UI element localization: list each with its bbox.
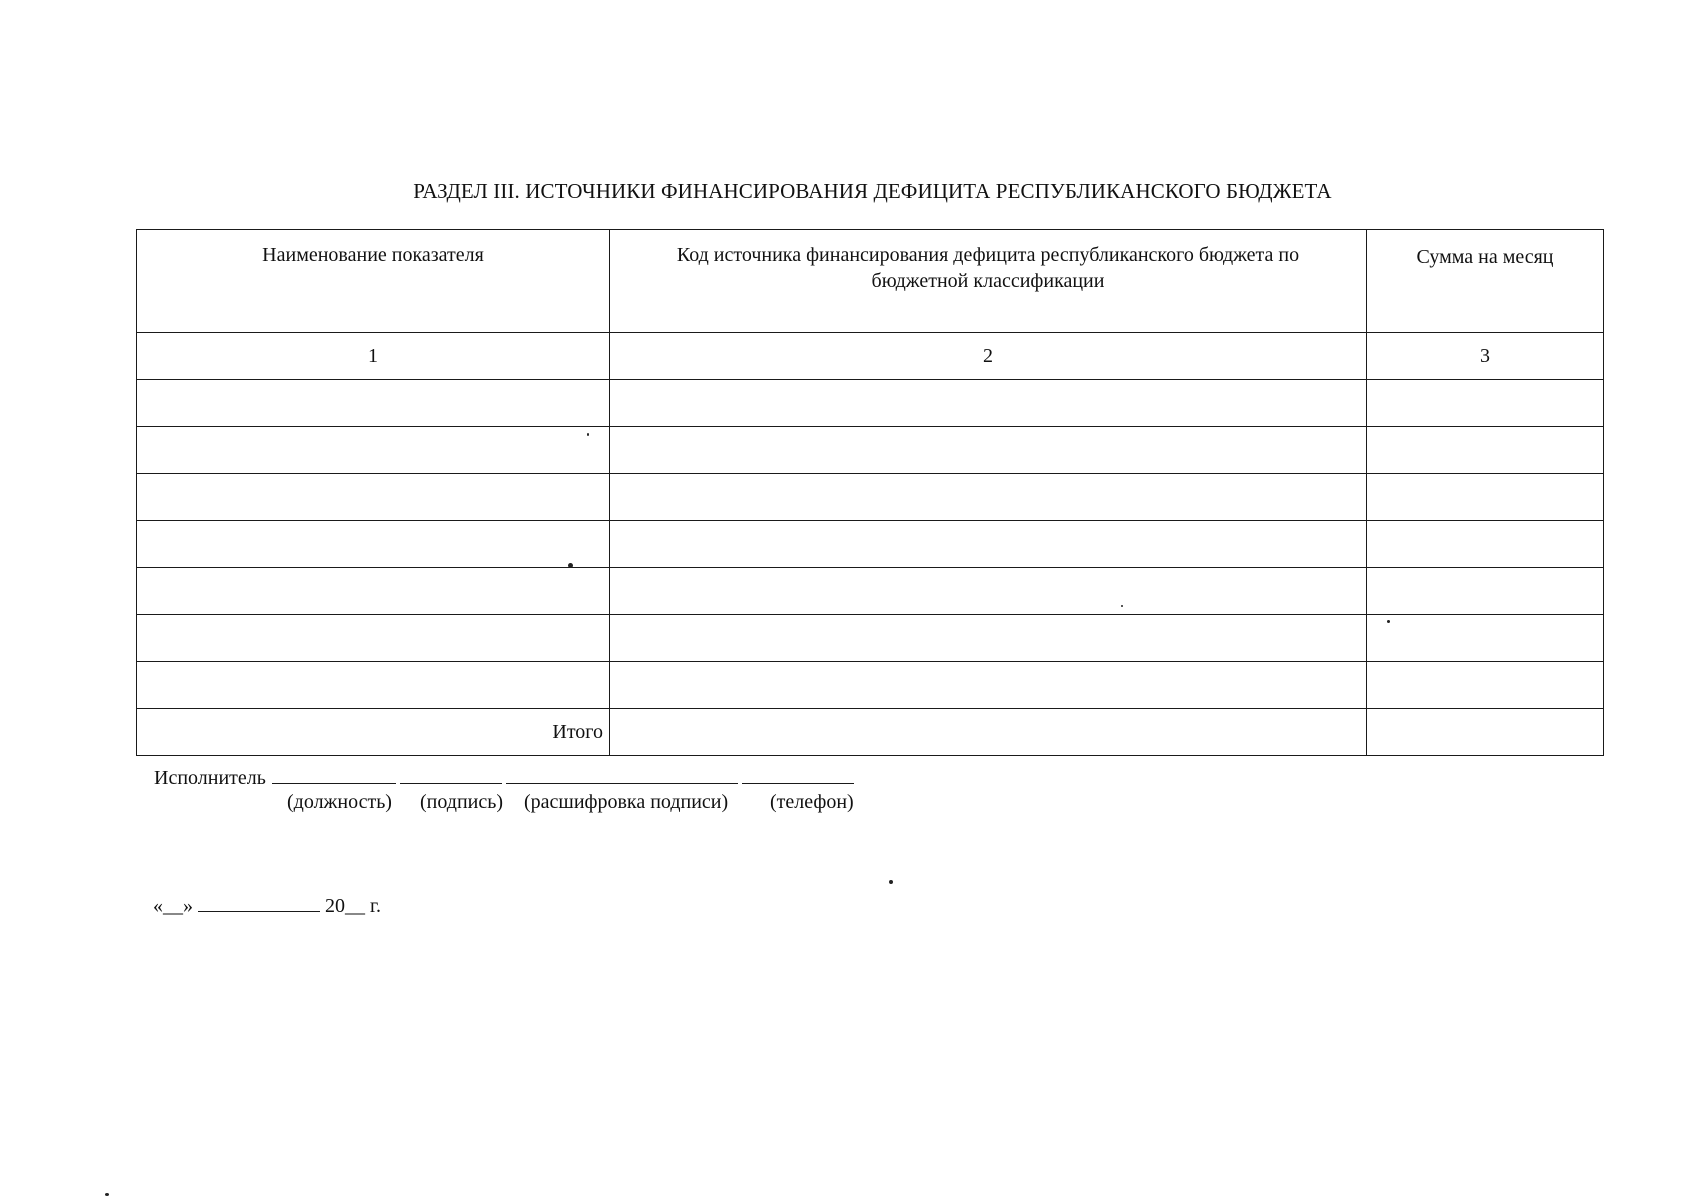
code-cell[interactable] [610,615,1367,662]
code-cell[interactable] [610,662,1367,709]
sum-cell[interactable] [1367,662,1604,709]
indicator-cell[interactable] [137,380,610,427]
column-number-row [137,333,1604,380]
date-close-quote: » [183,895,193,917]
sum-cell[interactable] [1367,521,1604,568]
table-row [137,568,1604,615]
position-caption: (должность) [287,791,392,813]
date-open-quote: « [153,895,163,917]
signature-field[interactable] [400,765,502,784]
indicator-cell[interactable] [137,521,610,568]
indicator-cell[interactable] [137,427,610,474]
table-header-row [137,230,1604,333]
table-row [137,662,1604,709]
date-line [153,893,381,918]
header-source-code: Код источника финансирования дефицита республиканского бюджета по бюджетной классификации [610,230,1367,333]
scan-speck [568,563,573,568]
section-title: РАЗДЕЛ III. ИСТОЧНИКИ ФИНАНСИРОВАНИЯ ДЕФИЦИТА РЕСПУБЛИКАНСКОГО БЮДЖЕТА [413,179,1332,203]
financing-sources-table [136,229,1604,756]
table-row [137,474,1604,521]
signature-decoding-caption: (расшифровка подписи) [524,791,729,813]
table-row [137,427,1604,474]
sum-cell[interactable] [1367,380,1604,427]
indicator-cell[interactable] [137,662,610,709]
indicator-cell[interactable] [137,615,610,662]
sum-cell[interactable] [1367,568,1604,615]
sum-cell[interactable] [1367,427,1604,474]
executor-label: Исполнитель [154,767,266,789]
header-indicator-name: Наименование показателя [137,230,610,333]
sum-cell[interactable] [1367,474,1604,521]
code-cell[interactable] [610,474,1367,521]
scan-speck [1121,605,1123,607]
signature-decoding-field[interactable] [506,765,738,784]
code-cell[interactable] [610,521,1367,568]
total-sum-cell[interactable] [1367,709,1604,756]
scan-speck [587,433,589,436]
phone-caption: (телефон) [770,791,854,813]
signature-caption: (подпись) [420,791,504,813]
scan-speck [889,880,893,884]
date-month-field[interactable] [198,893,320,912]
date-year-prefix: 20 [325,895,345,917]
sum-cell[interactable] [1367,615,1604,662]
scan-speck [1387,620,1390,623]
indicator-cell[interactable] [137,568,610,615]
indicator-cell[interactable] [137,474,610,521]
table-row [137,380,1604,427]
executor-line [154,765,854,790]
column-number: 2 [610,333,1367,380]
code-cell[interactable] [610,568,1367,615]
scan-speck [105,1193,109,1196]
total-code-cell[interactable] [610,709,1367,756]
total-row [137,709,1604,756]
phone-field[interactable] [742,765,854,784]
table-row [137,521,1604,568]
code-cell[interactable] [610,380,1367,427]
date-day-blank[interactable]: __ [163,895,183,917]
header-monthly-sum: Сумма на месяц [1367,230,1604,333]
total-label: Итого [137,709,610,756]
column-number: 3 [1367,333,1604,380]
position-field[interactable] [272,765,396,784]
date-year-suffix: г. [370,895,381,917]
table-row [137,615,1604,662]
date-year-blank[interactable]: __ [345,895,365,917]
column-number: 1 [137,333,610,380]
code-cell[interactable] [610,427,1367,474]
